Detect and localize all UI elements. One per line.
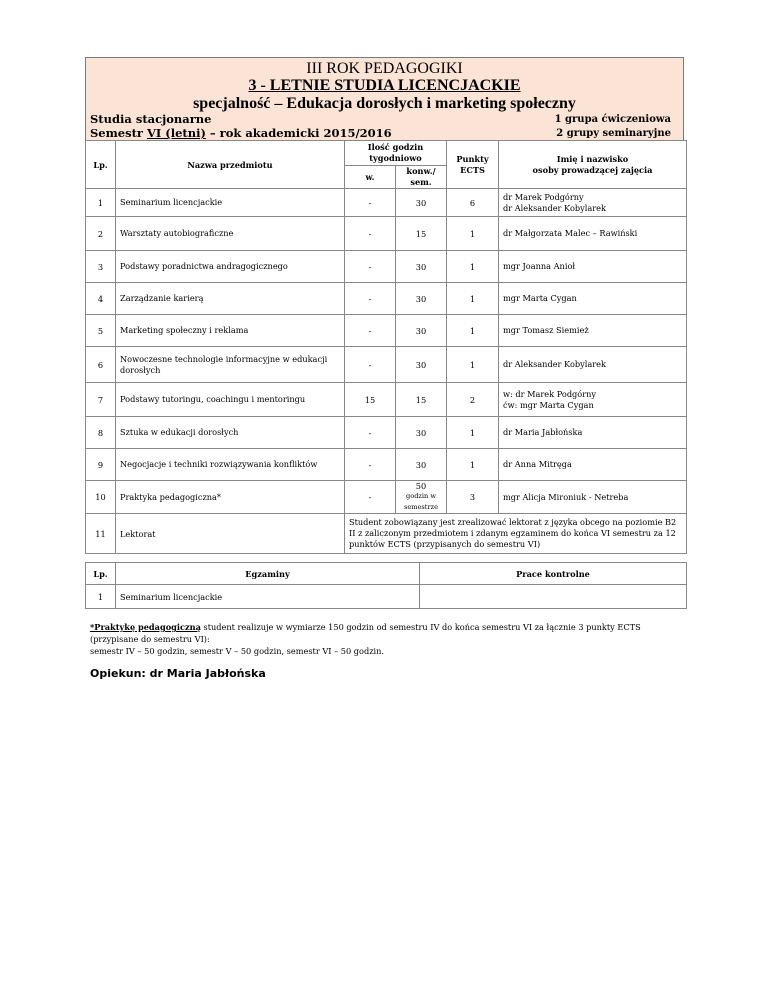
cell-lp: 8 bbox=[86, 417, 116, 449]
cell-subject: Negocjacje i techniki rozwiązywania konfliktów bbox=[116, 449, 345, 481]
cell-lecture: - bbox=[345, 217, 396, 251]
cell-ects: 1 bbox=[447, 449, 499, 481]
cell-ects: 6 bbox=[447, 189, 499, 217]
cell-ects: 3 bbox=[447, 481, 499, 514]
cell-seminar: 30 bbox=[396, 315, 447, 347]
cell-seminar: 30 bbox=[396, 189, 447, 217]
groups-exercise: 1 grupa ćwiczeniowa bbox=[554, 114, 671, 125]
exams-header-tests: Prace kontrolne bbox=[420, 563, 687, 585]
courses-table bbox=[85, 140, 687, 554]
lektorat-note: Student zobowiązany jest zrealizować lektorat z języka obcego na poziomie B2 II z zaliczonym przedmiotem i zdanym egzaminem do końca VI semestru za 12 punktów ECTS (przypisanych do semestru VI) bbox=[345, 514, 687, 554]
cell-lp: 4 bbox=[86, 283, 116, 315]
table-row bbox=[86, 315, 687, 347]
cell-teacher: dr Aleksander Kobylarek bbox=[499, 347, 687, 383]
cell-lp: 5 bbox=[86, 315, 116, 347]
cell-lp: 7 bbox=[86, 383, 116, 417]
cell-subject: Seminarium licencjackie bbox=[116, 189, 345, 217]
table-row bbox=[86, 449, 687, 481]
table-row bbox=[86, 347, 687, 383]
header-seminar: konw./ sem. bbox=[396, 166, 447, 189]
cell-seminar: 30 bbox=[396, 417, 447, 449]
cell-teacher: mgr Tomasz Siemież bbox=[499, 315, 687, 347]
table-header-row bbox=[86, 141, 687, 166]
cell-lecture: - bbox=[345, 189, 396, 217]
specialization-title: specjalność – Edukacja dorosłych i marketing społeczny bbox=[193, 95, 576, 112]
cell-seminar: 30 bbox=[396, 449, 447, 481]
header-subject: Nazwa przedmiotu bbox=[116, 141, 345, 189]
table-row bbox=[86, 383, 687, 417]
cell-lp: 6 bbox=[86, 347, 116, 383]
cell-lecture: - bbox=[345, 481, 396, 514]
table-row bbox=[86, 481, 687, 514]
cell-exam-name: Seminarium licencjackie bbox=[116, 585, 420, 609]
cell-lp: 11 bbox=[86, 514, 116, 554]
table-row bbox=[86, 514, 687, 554]
cell-seminar: 15 bbox=[396, 217, 447, 251]
exams-header-title: Egzaminy bbox=[116, 563, 420, 585]
cell-teacher: dr Małgorzata Malec – Rawiński bbox=[499, 217, 687, 251]
cell-seminar: 30 bbox=[396, 283, 447, 315]
cell-subject: Podstawy tutoringu, coachingu i mentoringu bbox=[116, 383, 345, 417]
cell-ects: 1 bbox=[447, 347, 499, 383]
cell-subject: Lektorat bbox=[116, 514, 345, 554]
study-mode: Studia stacjonarne bbox=[90, 112, 212, 126]
cell-lp: 9 bbox=[86, 449, 116, 481]
cell-teacher: dr Anna Mitręga bbox=[499, 449, 687, 481]
cell-subject: Zarządzanie karierą bbox=[116, 283, 345, 315]
cell-lecture: - bbox=[345, 251, 396, 283]
cell-subject: Marketing społeczny i reklama bbox=[116, 315, 345, 347]
table-row bbox=[86, 417, 687, 449]
table-row bbox=[86, 585, 687, 609]
cell-teacher: w: dr Marek Podgórny ćw: mgr Marta Cygan bbox=[499, 383, 687, 417]
cell-ects: 1 bbox=[447, 251, 499, 283]
cell-ects: 1 bbox=[447, 283, 499, 315]
cell-teacher: mgr Marta Cygan bbox=[499, 283, 687, 315]
header-ects: Punkty ECTS bbox=[447, 141, 499, 189]
semester-line: Semestr VI (letni) – rok akademicki 2015/2016 bbox=[90, 126, 392, 140]
cell-teacher: mgr Alicja Mironiuk - Netreba bbox=[499, 481, 687, 514]
year-title: III ROK PEDAGOGIKI bbox=[306, 60, 463, 77]
groups-seminar: 2 grupy seminaryjne bbox=[556, 128, 671, 139]
cell-lp: 2 bbox=[86, 217, 116, 251]
cell-subject: Praktyka pedagogiczna* bbox=[116, 481, 345, 514]
cell-seminar: 50 godzin w semestrze bbox=[396, 481, 447, 514]
table-row bbox=[86, 217, 687, 251]
cell-seminar: 30 bbox=[396, 347, 447, 383]
cell-subject: Warsztaty autobiograficzne bbox=[116, 217, 345, 251]
cell-seminar: 30 bbox=[396, 251, 447, 283]
study-type-title: 3 - LETNIE STUDIA LICENCJACKIE bbox=[248, 77, 521, 94]
cell-lecture: 15 bbox=[345, 383, 396, 417]
header-box bbox=[85, 57, 684, 141]
cell-lecture: - bbox=[345, 347, 396, 383]
cell-teacher: mgr Joanna Anioł bbox=[499, 251, 687, 283]
cell-test bbox=[420, 585, 687, 609]
table-row bbox=[86, 251, 687, 283]
cell-lecture: - bbox=[345, 283, 396, 315]
semester-value: VI (letni) bbox=[146, 126, 206, 140]
exams-table bbox=[85, 562, 687, 609]
cell-seminar: 15 bbox=[396, 383, 447, 417]
cell-ects: 2 bbox=[447, 383, 499, 417]
cell-ects: 1 bbox=[447, 417, 499, 449]
cell-subject: Podstawy poradnictwa andragogicznego bbox=[116, 251, 345, 283]
exams-header-lp: Lp. bbox=[86, 563, 116, 585]
cell-lecture: - bbox=[345, 417, 396, 449]
cell-lp: 3 bbox=[86, 251, 116, 283]
supervisor: Opiekun: dr Maria Jabłońska bbox=[90, 667, 266, 680]
cell-teacher: dr Marek Podgórny dr Aleksander Kobylarek bbox=[499, 189, 687, 217]
cell-ects: 1 bbox=[447, 217, 499, 251]
header-hours: Ilość godzin tygodniowo bbox=[345, 141, 447, 166]
table-row bbox=[86, 189, 687, 217]
footnote: *Praktykę pedagogiczną student realizuje w wymiarze 150 godzin od semestru IV do końca semestru VI za łącznie 3 punkty ECTS (przypisane do semestru VI): semestr IV – 50 godzin, semestr V – 50 godzin, semestr VI – 50 godzin. bbox=[90, 622, 641, 656]
cell-lp: 1 bbox=[86, 585, 116, 609]
cell-subject: Sztuka w edukacji dorosłych bbox=[116, 417, 345, 449]
cell-lp: 1 bbox=[86, 189, 116, 217]
cell-subject: Nowoczesne technologie informacyjne w edukacji dorosłych bbox=[116, 347, 345, 383]
header-lecture: w. bbox=[345, 166, 396, 189]
cell-ects: 1 bbox=[447, 315, 499, 347]
cell-lp: 10 bbox=[86, 481, 116, 514]
table-row bbox=[86, 283, 687, 315]
cell-teacher: dr Maria Jabłońska bbox=[499, 417, 687, 449]
header-teacher: Imię i nazwisko osoby prowadzącej zajęcia bbox=[499, 141, 687, 189]
header-lp: Lp. bbox=[86, 141, 116, 189]
cell-lecture: - bbox=[345, 315, 396, 347]
cell-lecture: - bbox=[345, 449, 396, 481]
